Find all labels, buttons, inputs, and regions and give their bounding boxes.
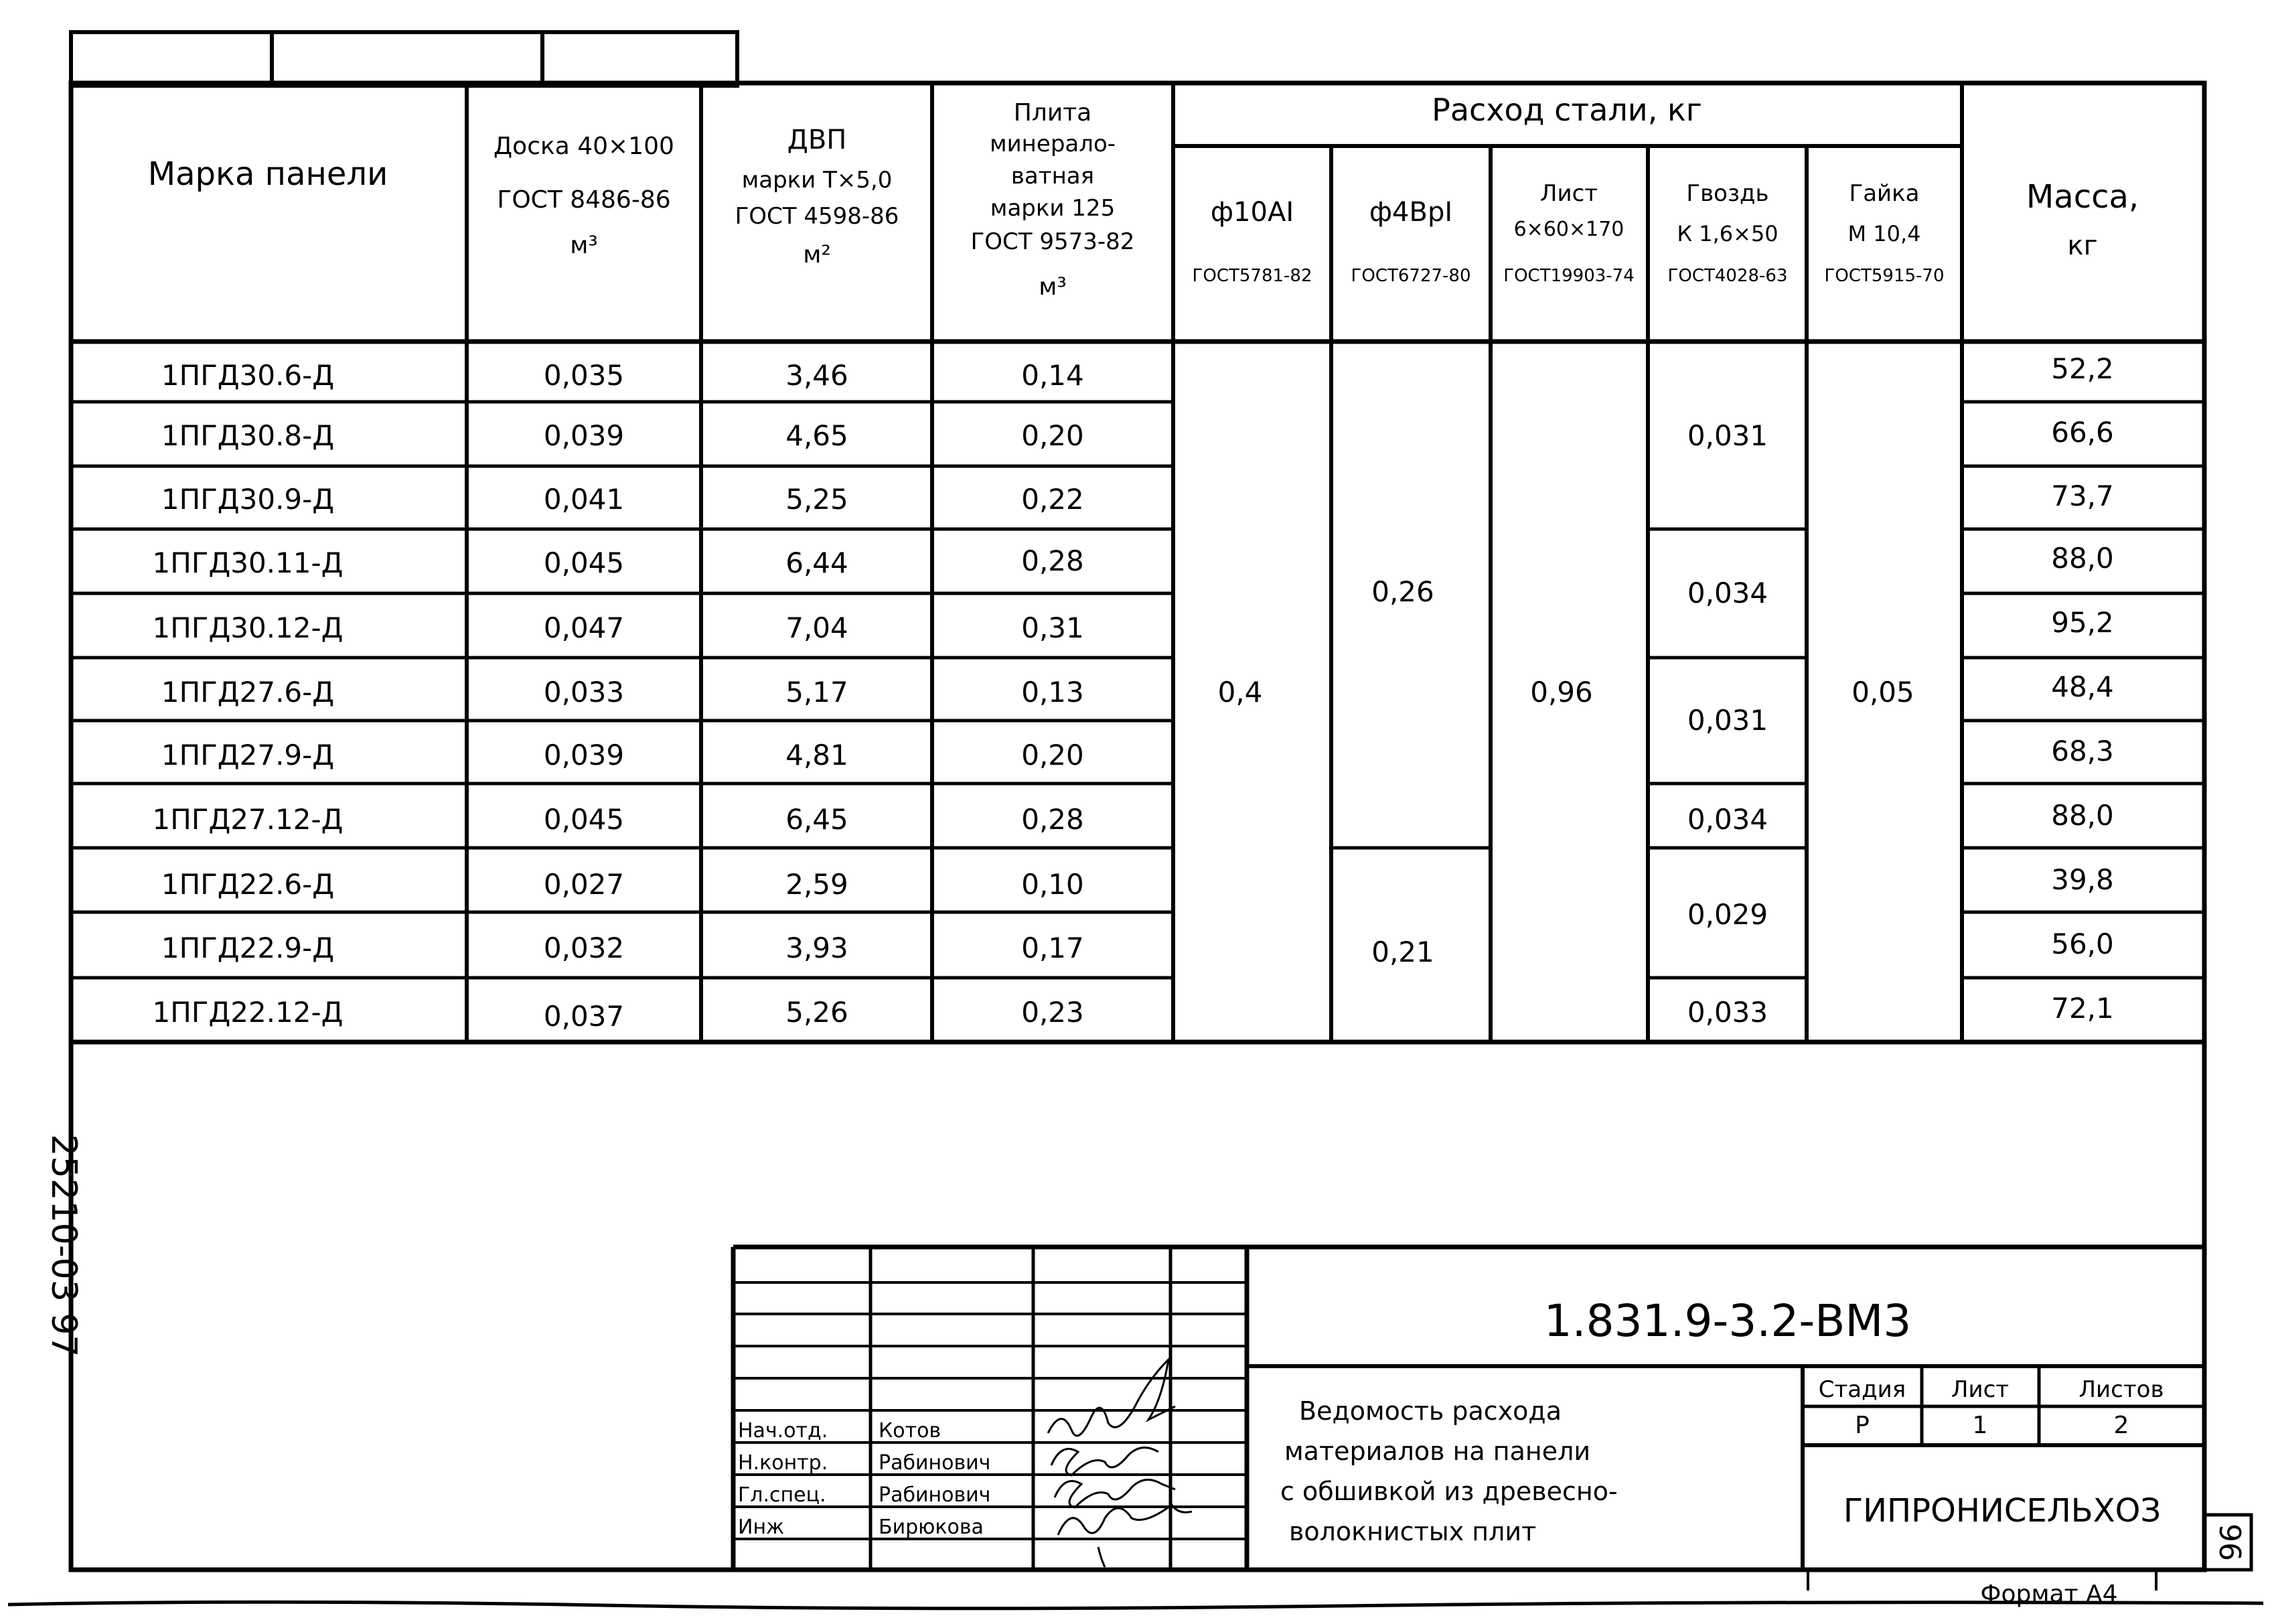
cell-wool: 0,22 bbox=[1021, 483, 1084, 516]
sign-role: Нач.отд. bbox=[738, 1419, 828, 1443]
sign-name: Рабинович bbox=[879, 1451, 991, 1475]
cell-mass: 66,6 bbox=[2051, 416, 2114, 449]
cell-board: 0,039 bbox=[543, 419, 625, 452]
cell-nail-group1: 0,031 bbox=[1687, 419, 1768, 452]
cell-wool: 0,14 bbox=[1021, 359, 1084, 392]
cell-nail-group4: 0,034 bbox=[1687, 803, 1768, 836]
cell-mass: 73,7 bbox=[2051, 479, 2114, 512]
col-header-rebar10-line1: ф10АI bbox=[1210, 197, 1294, 228]
cell-brand: 1ПГД22.9-Д bbox=[161, 932, 335, 964]
col-header-nut-line1: Гайка bbox=[1849, 180, 1920, 207]
organization-name: ГИПРОНИСЕЛЬХОЗ bbox=[1843, 1492, 2162, 1530]
cell-nail-group6: 0,033 bbox=[1687, 996, 1768, 1029]
cell-brand: 1ПГД30.6-Д bbox=[161, 359, 335, 392]
cell-board: 0,045 bbox=[543, 546, 625, 579]
sheets-label: Листов bbox=[2078, 1376, 2164, 1403]
cell-mass: 48,4 bbox=[2051, 670, 2114, 703]
cell-mass: 52,2 bbox=[2051, 352, 2114, 385]
document-code: 1.831.9-3.2-ВМ3 bbox=[1543, 1295, 1912, 1347]
cell-wool: 0,10 bbox=[1021, 868, 1084, 901]
cell-fibreboard: 5,25 bbox=[785, 483, 848, 516]
col-header-fibreboard-line2: марки Т×5,0 bbox=[741, 167, 893, 194]
col-header-steel-group: Расход стали, кг bbox=[1432, 92, 1702, 128]
col-header-wire4-line1: ф4ВрI bbox=[1369, 197, 1453, 228]
cell-nail-group2: 0,034 bbox=[1687, 577, 1768, 609]
cell-fibreboard: 4,65 bbox=[785, 419, 848, 452]
cell-mass: 88,0 bbox=[2051, 799, 2114, 832]
format-label: Формат А4 bbox=[1980, 1580, 2118, 1608]
cell-nail-group3: 0,031 bbox=[1687, 704, 1768, 737]
cell-brand: 1ПГД30.11-Д bbox=[152, 546, 344, 579]
cell-mass: 56,0 bbox=[2051, 928, 2114, 960]
cell-board: 0,047 bbox=[543, 611, 625, 644]
cell-board: 0,027 bbox=[543, 868, 625, 901]
cell-wool: 0,28 bbox=[1021, 803, 1084, 836]
cell-wire4-group2: 0,21 bbox=[1371, 936, 1434, 968]
table-body bbox=[153, 352, 2114, 1033]
cell-fibreboard: 6,45 bbox=[785, 803, 848, 836]
cell-fibreboard: 7,04 bbox=[785, 611, 848, 644]
cell-wool: 0,20 bbox=[1021, 419, 1084, 452]
cell-fibreboard: 5,26 bbox=[785, 996, 848, 1029]
col-header-board-unit: м³ bbox=[570, 232, 598, 259]
cell-fibreboard: 5,17 bbox=[785, 676, 848, 709]
cell-brand: 1ПГД30.8-Д bbox=[161, 419, 335, 452]
cell-wool: 0,28 bbox=[1021, 544, 1084, 577]
cell-rebar10-merged: 0,4 bbox=[1217, 676, 1263, 709]
col-header-wool-line5: ГОСТ 9573-82 bbox=[970, 228, 1135, 255]
col-header-fibreboard-line3: ГОСТ 4598-86 bbox=[735, 203, 899, 230]
col-header-wire4-line2: ГОСТ6727-80 bbox=[1351, 266, 1471, 286]
col-header-nail-line3: ГОСТ4028-63 bbox=[1667, 266, 1788, 286]
cell-mass: 68,3 bbox=[2051, 735, 2114, 767]
col-header-board-line2: ГОСТ 8486-86 bbox=[497, 186, 671, 214]
sign-name: Котов bbox=[879, 1419, 941, 1443]
cell-wool: 0,13 bbox=[1021, 676, 1084, 709]
cell-board: 0,045 bbox=[543, 803, 625, 836]
cell-nut-merged: 0,05 bbox=[1851, 676, 1914, 709]
sign-role: Гл.спец. bbox=[738, 1483, 826, 1507]
cell-board: 0,033 bbox=[543, 676, 625, 709]
doc-title-line3: с обшивкой из древесно- bbox=[1280, 1477, 1618, 1506]
stage-label: Стадия bbox=[1818, 1376, 1906, 1403]
title-block bbox=[738, 1295, 2164, 1608]
sign-role: Н.контр. bbox=[738, 1451, 828, 1475]
sheets-value: 2 bbox=[2113, 1412, 2129, 1439]
cell-brand: 1ПГД22.6-Д bbox=[161, 868, 335, 901]
col-header-brand: Марка панели bbox=[147, 155, 388, 193]
cell-fibreboard: 2,59 bbox=[785, 868, 848, 901]
cell-fibreboard: 6,44 bbox=[785, 546, 848, 579]
doc-title-line1: Ведомость расхода bbox=[1299, 1396, 1562, 1426]
cell-wool: 0,31 bbox=[1021, 611, 1084, 644]
col-header-mass-line2: кг bbox=[2067, 230, 2098, 261]
cell-board: 0,032 bbox=[543, 932, 625, 964]
cell-fibreboard: 3,93 bbox=[785, 932, 848, 964]
cell-fibreboard: 3,46 bbox=[785, 359, 848, 392]
col-header-nut-line3: ГОСТ5915-70 bbox=[1824, 266, 1945, 286]
col-header-wool-line4: марки 125 bbox=[990, 195, 1116, 222]
cell-mass: 39,8 bbox=[2051, 863, 2114, 896]
col-header-fibreboard-unit: м² bbox=[803, 241, 831, 269]
stage-value: Р bbox=[1855, 1412, 1870, 1439]
col-header-mass-line1: Масса, bbox=[2026, 178, 2139, 216]
col-header-fibreboard-line1: ДВП bbox=[787, 125, 847, 155]
cell-board: 0,041 bbox=[543, 483, 625, 516]
signature-table bbox=[738, 1419, 990, 1539]
sheet-label: Лист bbox=[1951, 1376, 2010, 1403]
cell-mass: 72,1 bbox=[2051, 992, 2114, 1025]
doc-title-line2: материалов на панели bbox=[1284, 1436, 1591, 1466]
col-header-nail-line1: Гвоздь bbox=[1686, 180, 1769, 207]
cell-board: 0,037 bbox=[543, 1000, 625, 1033]
sign-name: Рабинович bbox=[879, 1483, 991, 1507]
table-header bbox=[148, 92, 2139, 301]
col-header-wool-line1: Плита bbox=[1013, 99, 1092, 127]
cell-mass: 88,0 bbox=[2051, 542, 2114, 575]
col-header-nut-line2: М 10,4 bbox=[1847, 221, 1921, 246]
col-header-sheet-line2: 6×60×170 bbox=[1513, 218, 1624, 241]
col-header-sheet-line3: ГОСТ19903-74 bbox=[1503, 266, 1635, 286]
cell-nail-group5: 0,029 bbox=[1687, 898, 1768, 931]
cell-board: 0,035 bbox=[543, 359, 625, 392]
inventory-number: 25210-03 97 bbox=[44, 1134, 84, 1357]
cell-wool: 0,20 bbox=[1021, 739, 1084, 771]
cell-wool: 0,17 bbox=[1021, 932, 1084, 964]
cell-sheet-merged: 0,96 bbox=[1530, 676, 1593, 709]
cell-brand: 1ПГД27.9-Д bbox=[161, 739, 335, 771]
cell-wool: 0,23 bbox=[1021, 996, 1084, 1029]
col-header-wool-line2: минерало- bbox=[989, 131, 1116, 157]
sheet-value: 1 bbox=[1972, 1412, 1988, 1439]
cell-brand: 1ПГД27.6-Д bbox=[161, 676, 335, 709]
sign-name: Бирюкова bbox=[879, 1516, 984, 1539]
cell-fibreboard: 4,81 bbox=[785, 739, 848, 771]
col-header-rebar10-line2: ГОСТ5781-82 bbox=[1192, 266, 1312, 286]
col-header-wool-unit: м³ bbox=[1039, 273, 1067, 301]
cell-brand: 1ПГД22.12-Д bbox=[152, 996, 344, 1029]
col-header-board-line1: Доска 40×100 bbox=[494, 133, 674, 160]
page-number: 96 bbox=[2212, 1524, 2247, 1561]
cell-brand: 1ПГД30.9-Д bbox=[161, 483, 335, 516]
sign-role: Инж bbox=[738, 1516, 785, 1539]
doc-title-line4: волокнистых плит bbox=[1289, 1517, 1537, 1546]
cell-brand: 1ПГД30.12-Д bbox=[152, 611, 344, 644]
col-header-nail-line2: К 1,6×50 bbox=[1677, 221, 1779, 246]
col-header-wool-line3: ватная bbox=[1010, 163, 1095, 190]
cell-mass: 95,2 bbox=[2051, 606, 2114, 639]
col-header-sheet-line1: Лист bbox=[1539, 180, 1598, 207]
cell-brand: 1ПГД27.12-Д bbox=[152, 803, 344, 836]
cell-wire4-group1: 0,26 bbox=[1371, 575, 1434, 608]
cell-board: 0,039 bbox=[543, 739, 625, 771]
